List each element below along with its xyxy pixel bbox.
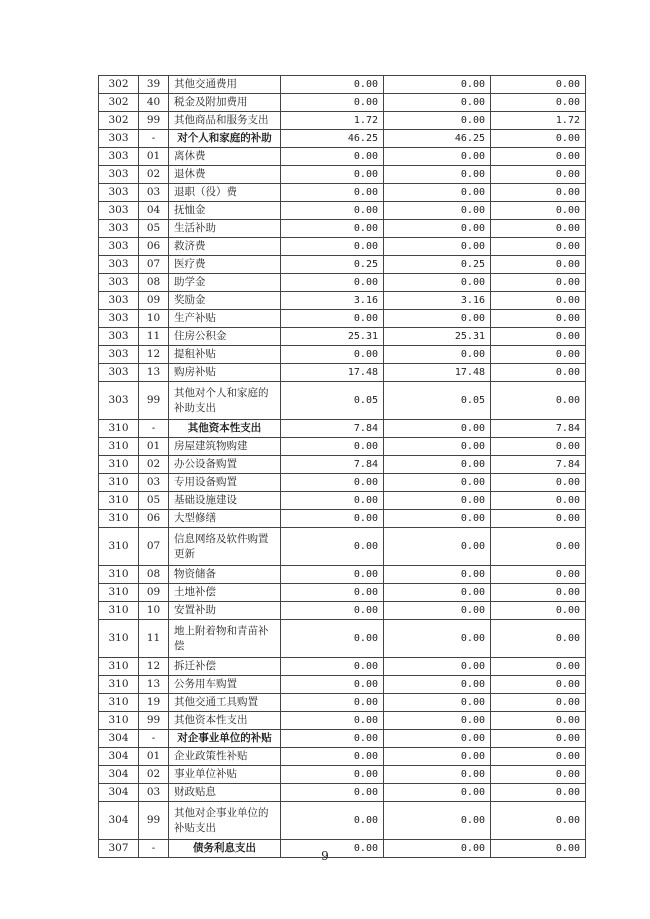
table-row bbox=[99, 528, 586, 566]
item-name-cell: 生活补助 bbox=[169, 220, 281, 238]
item-code-cell: 10 bbox=[139, 602, 169, 620]
item-code-cell: 01 bbox=[139, 748, 169, 766]
item-code-cell: 12 bbox=[139, 658, 169, 676]
table-row bbox=[99, 712, 586, 730]
project-expenditure-cell: 0.00 bbox=[491, 528, 586, 566]
class-code-cell: 302 bbox=[99, 76, 139, 94]
basic-expenditure-cell: 46.25 bbox=[384, 130, 491, 148]
item-name-cell: 助学金 bbox=[169, 274, 281, 292]
item-name-cell: 物资储备 bbox=[169, 566, 281, 584]
total-amount-cell: 0.00 bbox=[281, 184, 384, 202]
table-row bbox=[99, 364, 586, 382]
total-amount-cell: 7.84 bbox=[281, 420, 384, 438]
class-code-cell: 310 bbox=[99, 492, 139, 510]
basic-expenditure-cell: 0.00 bbox=[384, 620, 491, 658]
basic-expenditure-cell: 3.16 bbox=[384, 292, 491, 310]
item-code-cell: 03 bbox=[139, 784, 169, 802]
item-name-cell: 其他交通费用 bbox=[169, 76, 281, 94]
class-code-cell: 303 bbox=[99, 166, 139, 184]
project-expenditure-cell: 0.00 bbox=[491, 346, 586, 364]
project-expenditure-cell: 0.00 bbox=[491, 166, 586, 184]
table-row bbox=[99, 802, 586, 840]
table-row bbox=[99, 730, 586, 748]
class-code-cell: 303 bbox=[99, 238, 139, 256]
table-row bbox=[99, 94, 586, 112]
total-amount-cell: 0.00 bbox=[281, 474, 384, 492]
basic-expenditure-cell: 0.00 bbox=[384, 766, 491, 784]
total-amount-cell: 0.00 bbox=[281, 202, 384, 220]
basic-expenditure-cell: 0.00 bbox=[384, 420, 491, 438]
basic-expenditure-cell: 25.31 bbox=[384, 328, 491, 346]
total-amount-cell: 17.48 bbox=[281, 364, 384, 382]
total-amount-cell: 0.00 bbox=[281, 748, 384, 766]
class-code-cell: 303 bbox=[99, 256, 139, 274]
basic-expenditure-cell: 0.00 bbox=[384, 510, 491, 528]
basic-expenditure-cell: 0.00 bbox=[384, 730, 491, 748]
class-code-cell: 307 bbox=[99, 840, 139, 858]
class-code-cell: 304 bbox=[99, 802, 139, 840]
project-expenditure-cell: 0.00 bbox=[491, 220, 586, 238]
class-code-cell: 304 bbox=[99, 766, 139, 784]
class-code-cell: 303 bbox=[99, 274, 139, 292]
project-expenditure-cell: 1.72 bbox=[491, 112, 586, 130]
item-name-cell: 奖励金 bbox=[169, 292, 281, 310]
total-amount-cell: 0.00 bbox=[281, 438, 384, 456]
basic-expenditure-cell: 0.00 bbox=[384, 802, 491, 840]
total-amount-cell: 0.00 bbox=[281, 274, 384, 292]
basic-expenditure-cell: 0.00 bbox=[384, 712, 491, 730]
item-code-cell: 07 bbox=[139, 528, 169, 566]
item-name-cell: 事业单位补贴 bbox=[169, 766, 281, 784]
project-expenditure-cell: 0.00 bbox=[491, 566, 586, 584]
class-code-cell: 303 bbox=[99, 220, 139, 238]
page-number: 9 bbox=[321, 849, 329, 863]
item-name-cell: 财政贴息 bbox=[169, 784, 281, 802]
class-code-cell: 310 bbox=[99, 510, 139, 528]
item-name-cell: 拆迁补偿 bbox=[169, 658, 281, 676]
basic-expenditure-cell: 0.00 bbox=[384, 238, 491, 256]
project-expenditure-cell: 0.00 bbox=[491, 620, 586, 658]
item-code-cell: 40 bbox=[139, 94, 169, 112]
item-name-cell: 其他商品和服务支出 bbox=[169, 112, 281, 130]
table-row bbox=[99, 184, 586, 202]
table-row bbox=[99, 694, 586, 712]
table-body bbox=[99, 76, 586, 858]
basic-expenditure-cell: 0.00 bbox=[384, 202, 491, 220]
basic-expenditure-cell: 0.00 bbox=[384, 748, 491, 766]
item-code-cell: 01 bbox=[139, 148, 169, 166]
project-expenditure-cell: 0.00 bbox=[491, 202, 586, 220]
project-expenditure-cell: 0.00 bbox=[491, 492, 586, 510]
basic-expenditure-cell: 0.00 bbox=[384, 602, 491, 620]
item-name-cell: 专用设备购置 bbox=[169, 474, 281, 492]
item-code-cell: 06 bbox=[139, 238, 169, 256]
project-expenditure-cell: 0.00 bbox=[491, 748, 586, 766]
basic-expenditure-cell: 0.00 bbox=[384, 220, 491, 238]
table-row bbox=[99, 784, 586, 802]
item-code-cell: 99 bbox=[139, 712, 169, 730]
project-expenditure-cell: 0.00 bbox=[491, 584, 586, 602]
item-code-cell: 11 bbox=[139, 620, 169, 658]
item-code-cell: 99 bbox=[139, 382, 169, 420]
item-code-cell: 12 bbox=[139, 346, 169, 364]
total-amount-cell: 0.00 bbox=[281, 730, 384, 748]
table-row bbox=[99, 166, 586, 184]
project-expenditure-cell: 0.00 bbox=[491, 676, 586, 694]
item-code-cell: 02 bbox=[139, 166, 169, 184]
table-row bbox=[99, 382, 586, 420]
item-name-cell: 其他对企事业单位的补贴支出 bbox=[169, 802, 281, 840]
item-code-cell: 08 bbox=[139, 274, 169, 292]
project-expenditure-cell: 0.00 bbox=[491, 730, 586, 748]
total-amount-cell: 0.00 bbox=[281, 676, 384, 694]
class-code-cell: 310 bbox=[99, 712, 139, 730]
class-code-cell: 303 bbox=[99, 364, 139, 382]
total-amount-cell: 0.00 bbox=[281, 620, 384, 658]
class-code-cell: 304 bbox=[99, 784, 139, 802]
budget-table bbox=[98, 75, 586, 858]
basic-expenditure-cell: 0.00 bbox=[384, 346, 491, 364]
table-row bbox=[99, 420, 586, 438]
item-name-cell: 退休费 bbox=[169, 166, 281, 184]
total-amount-cell: 0.00 bbox=[281, 784, 384, 802]
basic-expenditure-cell: 0.00 bbox=[384, 184, 491, 202]
total-amount-cell: 0.00 bbox=[281, 528, 384, 566]
total-amount-cell: 1.72 bbox=[281, 112, 384, 130]
total-amount-cell: 0.00 bbox=[281, 658, 384, 676]
item-name-cell: 其他交通工具购置 bbox=[169, 694, 281, 712]
item-name-cell: 提租补贴 bbox=[169, 346, 281, 364]
basic-expenditure-cell: 0.00 bbox=[384, 566, 491, 584]
total-amount-cell: 0.00 bbox=[281, 166, 384, 184]
total-amount-cell: 0.00 bbox=[281, 566, 384, 584]
class-code-cell: 302 bbox=[99, 94, 139, 112]
class-code-cell: 303 bbox=[99, 310, 139, 328]
item-name-cell: 大型修缮 bbox=[169, 510, 281, 528]
total-amount-cell: 0.00 bbox=[281, 584, 384, 602]
basic-expenditure-cell: 0.00 bbox=[384, 676, 491, 694]
item-code-cell: 10 bbox=[139, 310, 169, 328]
project-expenditure-cell: 0.00 bbox=[491, 76, 586, 94]
project-expenditure-cell: 0.00 bbox=[491, 712, 586, 730]
basic-expenditure-cell: 0.25 bbox=[384, 256, 491, 274]
table-row bbox=[99, 310, 586, 328]
project-expenditure-cell: 0.00 bbox=[491, 802, 586, 840]
item-name-cell: 房屋建筑物购建 bbox=[169, 438, 281, 456]
item-code-cell: 13 bbox=[139, 676, 169, 694]
item-name-cell: 其他资本性支出 bbox=[169, 420, 281, 438]
table-row bbox=[99, 130, 586, 148]
project-expenditure-cell: 0.00 bbox=[491, 148, 586, 166]
item-name-cell: 办公设备购置 bbox=[169, 456, 281, 474]
item-name-cell: 生产补贴 bbox=[169, 310, 281, 328]
class-code-cell: 310 bbox=[99, 676, 139, 694]
table-row bbox=[99, 566, 586, 584]
basic-expenditure-cell: 0.00 bbox=[384, 166, 491, 184]
total-amount-cell: 7.84 bbox=[281, 456, 384, 474]
table-row bbox=[99, 328, 586, 346]
class-code-cell: 303 bbox=[99, 382, 139, 420]
total-amount-cell: 0.25 bbox=[281, 256, 384, 274]
total-amount-cell: 0.05 bbox=[281, 382, 384, 420]
total-amount-cell: 0.00 bbox=[281, 238, 384, 256]
class-code-cell: 310 bbox=[99, 658, 139, 676]
item-code-cell: 03 bbox=[139, 474, 169, 492]
total-amount-cell: 0.00 bbox=[281, 840, 384, 858]
class-code-cell: 303 bbox=[99, 148, 139, 166]
total-amount-cell: 0.00 bbox=[281, 220, 384, 238]
class-code-cell: 303 bbox=[99, 184, 139, 202]
table-row bbox=[99, 202, 586, 220]
item-code-cell: 03 bbox=[139, 184, 169, 202]
basic-expenditure-cell: 17.48 bbox=[384, 364, 491, 382]
total-amount-cell: 0.00 bbox=[281, 346, 384, 364]
project-expenditure-cell: 0.00 bbox=[491, 474, 586, 492]
total-amount-cell: 0.00 bbox=[281, 94, 384, 112]
table-row bbox=[99, 748, 586, 766]
item-code-cell: - bbox=[139, 420, 169, 438]
item-name-cell: 土地补偿 bbox=[169, 584, 281, 602]
item-code-cell: 19 bbox=[139, 694, 169, 712]
total-amount-cell: 0.00 bbox=[281, 802, 384, 840]
basic-expenditure-cell: 0.00 bbox=[384, 658, 491, 676]
item-code-cell: 11 bbox=[139, 328, 169, 346]
basic-expenditure-cell: 0.00 bbox=[384, 438, 491, 456]
table-row bbox=[99, 274, 586, 292]
item-code-cell: 02 bbox=[139, 766, 169, 784]
class-code-cell: 310 bbox=[99, 528, 139, 566]
project-expenditure-cell: 0.00 bbox=[491, 658, 586, 676]
item-code-cell: 99 bbox=[139, 112, 169, 130]
class-code-cell: 310 bbox=[99, 584, 139, 602]
table-row bbox=[99, 220, 586, 238]
basic-expenditure-cell: 0.00 bbox=[384, 474, 491, 492]
item-code-cell: - bbox=[139, 130, 169, 148]
project-expenditure-cell: 7.84 bbox=[491, 456, 586, 474]
class-code-cell: 310 bbox=[99, 566, 139, 584]
project-expenditure-cell: 0.00 bbox=[491, 256, 586, 274]
project-expenditure-cell: 0.00 bbox=[491, 328, 586, 346]
item-name-cell: 住房公积金 bbox=[169, 328, 281, 346]
item-name-cell: 税金及附加费用 bbox=[169, 94, 281, 112]
project-expenditure-cell: 0.00 bbox=[491, 238, 586, 256]
project-expenditure-cell: 7.84 bbox=[491, 420, 586, 438]
basic-expenditure-cell: 0.05 bbox=[384, 382, 491, 420]
table-row bbox=[99, 292, 586, 310]
total-amount-cell: 0.00 bbox=[281, 766, 384, 784]
table-row bbox=[99, 76, 586, 94]
table-row bbox=[99, 658, 586, 676]
item-code-cell: 02 bbox=[139, 456, 169, 474]
project-expenditure-cell: 0.00 bbox=[491, 438, 586, 456]
class-code-cell: 310 bbox=[99, 602, 139, 620]
item-code-cell: 09 bbox=[139, 584, 169, 602]
project-expenditure-cell: 0.00 bbox=[491, 184, 586, 202]
item-code-cell: 05 bbox=[139, 220, 169, 238]
table-row bbox=[99, 438, 586, 456]
basic-expenditure-cell: 0.00 bbox=[384, 310, 491, 328]
item-name-cell: 基础设施建设 bbox=[169, 492, 281, 510]
table-row bbox=[99, 510, 586, 528]
item-name-cell: 地上附着物和青苗补偿 bbox=[169, 620, 281, 658]
item-code-cell: 39 bbox=[139, 76, 169, 94]
item-code-cell: - bbox=[139, 730, 169, 748]
class-code-cell: 310 bbox=[99, 438, 139, 456]
item-code-cell: 05 bbox=[139, 492, 169, 510]
class-code-cell: 304 bbox=[99, 730, 139, 748]
item-name-cell: 救济费 bbox=[169, 238, 281, 256]
basic-expenditure-cell: 0.00 bbox=[384, 148, 491, 166]
item-code-cell: 06 bbox=[139, 510, 169, 528]
table-row bbox=[99, 148, 586, 166]
total-amount-cell: 0.00 bbox=[281, 148, 384, 166]
project-expenditure-cell: 0.00 bbox=[491, 382, 586, 420]
class-code-cell: 303 bbox=[99, 328, 139, 346]
basic-expenditure-cell: 0.00 bbox=[384, 456, 491, 474]
project-expenditure-cell: 0.00 bbox=[491, 364, 586, 382]
project-expenditure-cell: 0.00 bbox=[491, 602, 586, 620]
basic-expenditure-cell: 0.00 bbox=[384, 784, 491, 802]
total-amount-cell: 0.00 bbox=[281, 694, 384, 712]
class-code-cell: 304 bbox=[99, 748, 139, 766]
class-code-cell: 310 bbox=[99, 456, 139, 474]
table-row bbox=[99, 238, 586, 256]
table-row bbox=[99, 766, 586, 784]
table-row bbox=[99, 474, 586, 492]
basic-expenditure-cell: 0.00 bbox=[384, 492, 491, 510]
table-row bbox=[99, 346, 586, 364]
item-code-cell: 07 bbox=[139, 256, 169, 274]
item-name-cell: 购房补贴 bbox=[169, 364, 281, 382]
class-code-cell: 303 bbox=[99, 202, 139, 220]
project-expenditure-cell: 0.00 bbox=[491, 694, 586, 712]
item-name-cell: 对个人和家庭的补助 bbox=[169, 130, 281, 148]
project-expenditure-cell: 0.00 bbox=[491, 274, 586, 292]
project-expenditure-cell: 0.00 bbox=[491, 130, 586, 148]
total-amount-cell: 0.00 bbox=[281, 510, 384, 528]
total-amount-cell: 3.16 bbox=[281, 292, 384, 310]
class-code-cell: 310 bbox=[99, 420, 139, 438]
project-expenditure-cell: 0.00 bbox=[491, 510, 586, 528]
table-row bbox=[99, 620, 586, 658]
total-amount-cell: 0.00 bbox=[281, 602, 384, 620]
basic-expenditure-cell: 0.00 bbox=[384, 694, 491, 712]
table-row bbox=[99, 256, 586, 274]
item-code-cell: 01 bbox=[139, 438, 169, 456]
class-code-cell: 303 bbox=[99, 346, 139, 364]
table-row bbox=[99, 676, 586, 694]
total-amount-cell: 0.00 bbox=[281, 712, 384, 730]
class-code-cell: 303 bbox=[99, 130, 139, 148]
project-expenditure-cell: 0.00 bbox=[491, 292, 586, 310]
basic-expenditure-cell: 0.00 bbox=[384, 112, 491, 130]
item-code-cell: 99 bbox=[139, 802, 169, 840]
basic-expenditure-cell: 0.00 bbox=[384, 274, 491, 292]
item-name-cell: 抚恤金 bbox=[169, 202, 281, 220]
class-code-cell: 310 bbox=[99, 694, 139, 712]
table-row bbox=[99, 492, 586, 510]
item-name-cell: 退职（役）费 bbox=[169, 184, 281, 202]
item-name-cell: 其他资本性支出 bbox=[169, 712, 281, 730]
basic-expenditure-cell: 0.00 bbox=[384, 584, 491, 602]
table-row bbox=[99, 112, 586, 130]
class-code-cell: 302 bbox=[99, 112, 139, 130]
item-name-cell: 企业政策性补贴 bbox=[169, 748, 281, 766]
project-expenditure-cell: 0.00 bbox=[491, 766, 586, 784]
item-code-cell: 08 bbox=[139, 566, 169, 584]
item-name-cell: 公务用车购置 bbox=[169, 676, 281, 694]
project-expenditure-cell: 0.00 bbox=[491, 94, 586, 112]
item-code-cell: - bbox=[139, 840, 169, 858]
class-code-cell: 310 bbox=[99, 474, 139, 492]
item-name-cell: 医疗费 bbox=[169, 256, 281, 274]
table-row bbox=[99, 602, 586, 620]
basic-expenditure-cell: 0.00 bbox=[384, 76, 491, 94]
item-code-cell: 13 bbox=[139, 364, 169, 382]
project-expenditure-cell: 0.00 bbox=[491, 310, 586, 328]
item-code-cell: 04 bbox=[139, 202, 169, 220]
basic-expenditure-cell: 0.00 bbox=[384, 94, 491, 112]
item-name-cell: 信息网络及软件购置更新 bbox=[169, 528, 281, 566]
total-amount-cell: 25.31 bbox=[281, 328, 384, 346]
item-code-cell: 09 bbox=[139, 292, 169, 310]
basic-expenditure-cell: 0.00 bbox=[384, 528, 491, 566]
basic-expenditure-cell: 0.00 bbox=[384, 840, 491, 858]
item-name-cell: 其他对个人和家庭的补助支出 bbox=[169, 382, 281, 420]
project-expenditure-cell: 0.00 bbox=[491, 840, 586, 858]
item-name-cell: 对企事业单位的补贴 bbox=[169, 730, 281, 748]
table-row bbox=[99, 584, 586, 602]
table-row bbox=[99, 456, 586, 474]
class-code-cell: 303 bbox=[99, 292, 139, 310]
total-amount-cell: 0.00 bbox=[281, 492, 384, 510]
item-name-cell: 离休费 bbox=[169, 148, 281, 166]
total-amount-cell: 46.25 bbox=[281, 130, 384, 148]
project-expenditure-cell: 0.00 bbox=[491, 784, 586, 802]
item-name-cell: 安置补助 bbox=[169, 602, 281, 620]
total-amount-cell: 0.00 bbox=[281, 310, 384, 328]
total-amount-cell: 0.00 bbox=[281, 76, 384, 94]
item-name-cell: 债务利息支出 bbox=[169, 840, 281, 858]
class-code-cell: 310 bbox=[99, 620, 139, 658]
